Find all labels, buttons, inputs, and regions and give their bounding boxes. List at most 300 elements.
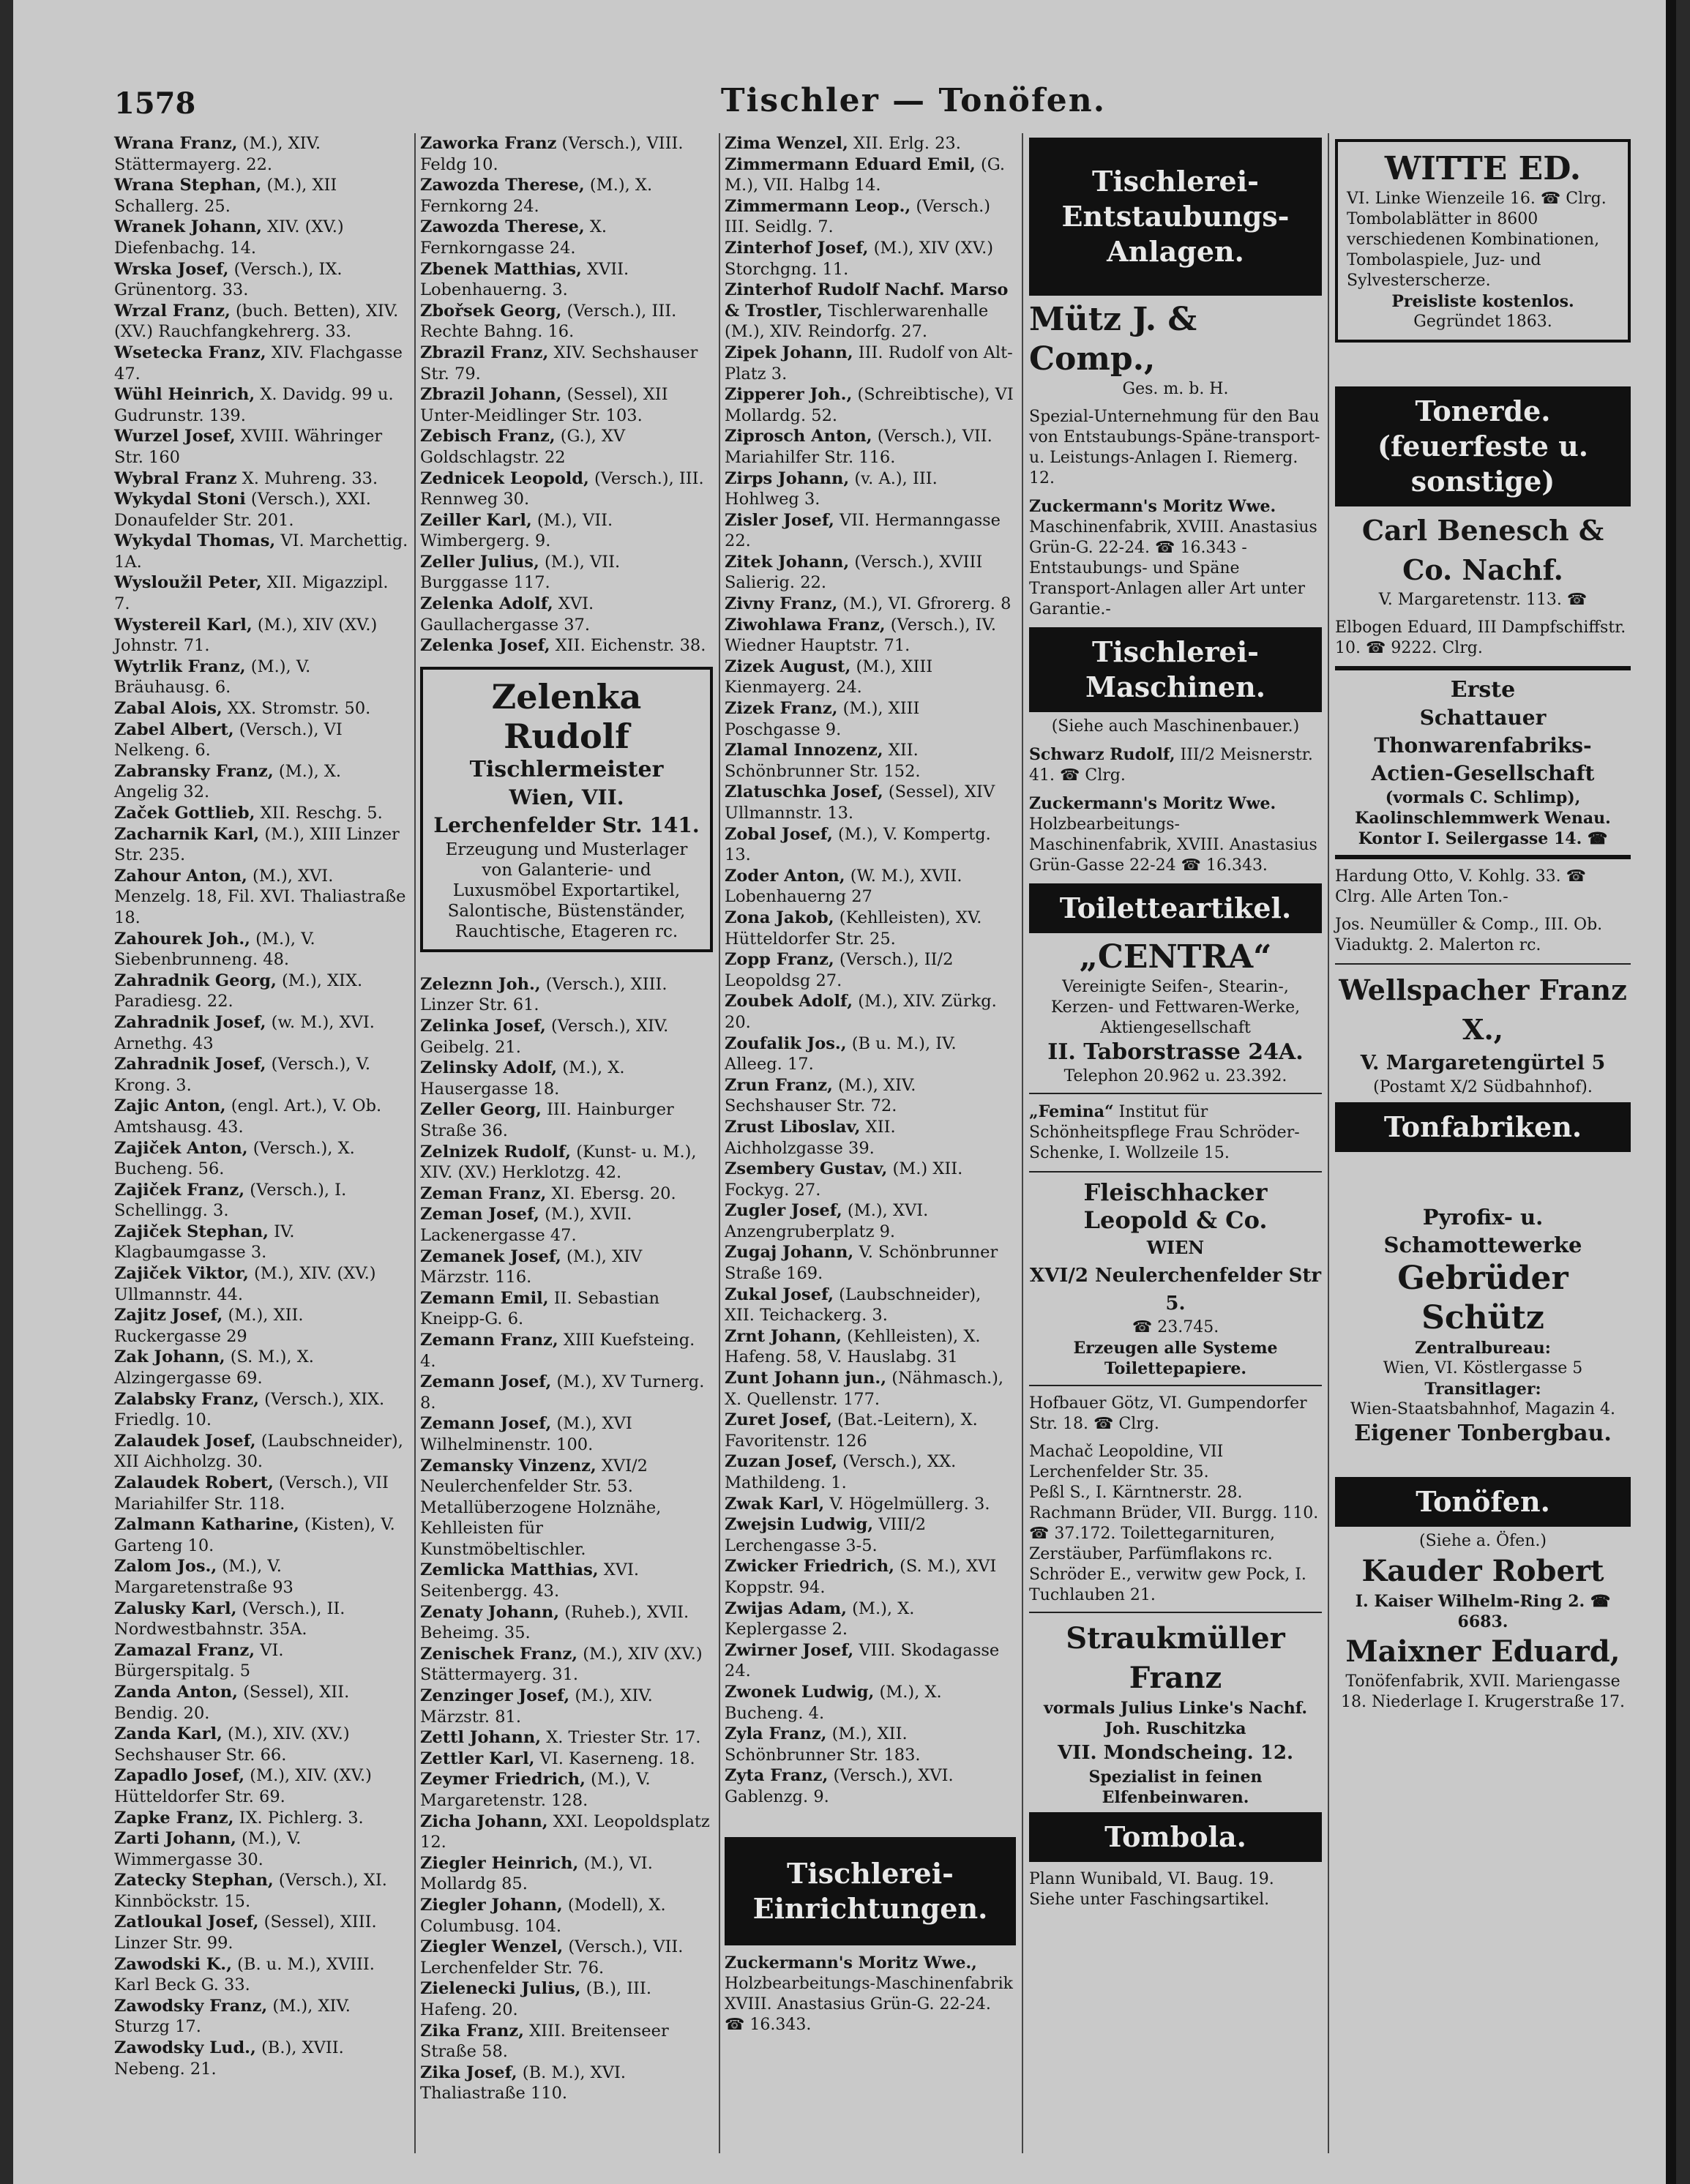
directory-entry bbox=[420, 1456, 713, 1560]
entry-name: Zalaudek Robert, bbox=[114, 1473, 274, 1492]
entry-address: (M.), V. Wimmergasse 30. bbox=[114, 1829, 302, 1869]
entry-address: (W. M.), XVII. Lobenhauerng 27 bbox=[725, 866, 962, 907]
ad-maixner-text: Tonöfenfabrik, XVII. Mariengasse 18. Niederlage I. Krugerstraße 17. bbox=[1340, 1672, 1626, 1711]
ad-witte bbox=[1335, 139, 1631, 343]
directory-entry bbox=[114, 1012, 408, 1054]
entry-address: (M.), X. Bucheng. 4. bbox=[725, 1682, 942, 1723]
directory-entry bbox=[114, 698, 408, 719]
entry-name: Zivny Franz, bbox=[725, 594, 838, 614]
directory-entry bbox=[114, 719, 408, 761]
ad-pyrofix-tl2: Wien-Staatsbahnhof, Magazin 4. bbox=[1350, 1400, 1616, 1418]
divider bbox=[1335, 963, 1631, 965]
ad-pyrofix-addr: Wien, VI. Köstlergasse 5 bbox=[1383, 1359, 1583, 1377]
entry-name: Zawodski K., bbox=[114, 1954, 232, 1974]
ad-name: Zuckermann's Moritz Wwe. bbox=[1029, 794, 1276, 813]
entry-address: (M.), V. Kompertg. 13. bbox=[725, 824, 991, 865]
entry-address: XII. Aichholzgasse 39. bbox=[725, 1117, 896, 1158]
directory-entry bbox=[114, 259, 408, 301]
directory-entry bbox=[420, 1937, 713, 1978]
ad-wellspacher-name: Wellspacher Franz X., bbox=[1339, 973, 1627, 1046]
directory-entry bbox=[420, 1811, 713, 1853]
entry-address: XIII. Breitenseer Straße 58. bbox=[420, 2021, 669, 2062]
entry-name: Zapadlo Josef, bbox=[114, 1766, 245, 1786]
entry-address: X. Muhreng. 33. bbox=[242, 468, 378, 488]
entry-address: (M.), XIV. Stättermayerg. 22. bbox=[114, 134, 321, 174]
entry-name: Wybral Franz bbox=[114, 468, 237, 488]
ad-pyrofix-tl: Transitlager: bbox=[1424, 1380, 1541, 1399]
directory-entry bbox=[725, 949, 1016, 991]
entry-address: (Kehlleisten), XV. Hütteldorfer Str. 25. bbox=[725, 908, 982, 949]
entry-address: (M.), XIV. Sturzg 17. bbox=[114, 1996, 351, 2037]
entry-name: Zizek Franz, bbox=[725, 699, 838, 719]
entry-address: (Versch.), II/2 Leopoldsg 27. bbox=[725, 950, 954, 990]
entry-name: Zwirner Josef, bbox=[725, 1640, 854, 1660]
entry-name: Wrana Stephan, bbox=[114, 176, 262, 195]
entry-name: Zlamal Innozenz, bbox=[725, 741, 883, 760]
directory-entry bbox=[725, 698, 1016, 740]
entry-name: Wsetecka Franz, bbox=[114, 343, 266, 362]
ad-kauder-text: I. Kaiser Wilhelm-Ring 2. ☎ 6683. bbox=[1355, 1592, 1611, 1631]
directory-entry bbox=[725, 615, 1016, 657]
ad-name: „Femina“ bbox=[1029, 1102, 1114, 1121]
directory-entry bbox=[114, 1138, 408, 1180]
entry-name: Zbrazil Johann, bbox=[420, 385, 562, 405]
entry-name: Zednicek Leopold, bbox=[420, 468, 589, 488]
directory-entry bbox=[114, 1870, 408, 1912]
entry-name: Zwonek Ludwig, bbox=[725, 1682, 875, 1702]
section-box-entstaubung: Tischlerei-Entstaubungs-Anlagen. bbox=[1029, 138, 1322, 296]
entry-name: Zoder Anton, bbox=[725, 866, 845, 886]
entry-address: (M.), XIV (XV.) Stättermayerg. 31. bbox=[420, 1644, 703, 1685]
entry-address: (M.), VII. Burggasse 117. bbox=[420, 552, 621, 593]
entry-name: Zeiller Karl, bbox=[420, 510, 532, 530]
entry-name: Wystereil Karl, bbox=[114, 615, 253, 635]
entry-name: Zugaj Johann, bbox=[725, 1243, 854, 1263]
ad-pyrofix-name: Pyrofix- u. Schamottewerke bbox=[1383, 1205, 1582, 1257]
directory-entry bbox=[725, 594, 1016, 615]
directory-entry bbox=[114, 1556, 408, 1598]
ad-wellspacher-sub: (Postamt X/2 Südbahnhof). bbox=[1373, 1078, 1593, 1096]
entry-name: Zeller Julius, bbox=[420, 552, 539, 572]
entry-address: (Versch.), V. Krong. 3. bbox=[114, 1055, 371, 1095]
column-1 bbox=[114, 133, 408, 2079]
directory-entry bbox=[114, 824, 408, 866]
column-rule bbox=[414, 133, 416, 2153]
directory-entry bbox=[420, 594, 713, 635]
entry-address: (Versch.), X. Bucheng. 56. bbox=[114, 1138, 355, 1179]
directory-entry bbox=[420, 974, 713, 1016]
entry-address: (Versch.), VI Nelkeng. 6. bbox=[114, 719, 343, 760]
entry-name: Zeman Franz, bbox=[420, 1183, 547, 1203]
entry-name: Zawozda Therese, bbox=[420, 176, 585, 195]
entry-name: Wrana Franz, bbox=[114, 134, 238, 153]
entry-address: (Laubschneider), XII Aichholzg. 30. bbox=[114, 1431, 403, 1472]
entry-name: Zelinsky Adolf, bbox=[420, 1058, 558, 1078]
entry-name: Zrun Franz, bbox=[725, 1075, 833, 1095]
entry-address: VIII/2 Lerchengasse 3-5. bbox=[725, 1515, 927, 1555]
directory-entry bbox=[725, 782, 1016, 823]
entry-address: XIV. (XV.) Diefenbachg. 14. bbox=[114, 217, 344, 258]
entry-address: XVI/2 Neulerchenfelder Str. 53. Metallüberzogene Holznähe, Kehlleisten für Kunstmöbeltischler. bbox=[420, 1456, 662, 1559]
directory-entry bbox=[725, 426, 1016, 468]
entry-name: Zona Jakob, bbox=[725, 908, 834, 927]
directory-entry bbox=[420, 133, 713, 175]
entry-name: Zaworka Franz bbox=[420, 134, 557, 153]
entry-address: Tischlerwarenhalle (M.), XIV. Reindorfg. 27. bbox=[725, 301, 989, 342]
entry-address: III. Rudolf von Alt-Platz 3. bbox=[725, 343, 1013, 384]
directory-entry bbox=[725, 238, 1016, 280]
entry-address: VI. Bürgerspitalg. 5 bbox=[114, 1640, 284, 1681]
directory-entry bbox=[725, 1514, 1016, 1556]
ad-femina bbox=[1029, 1102, 1322, 1164]
entry-name: Začek Gottlieb, bbox=[114, 804, 255, 823]
entry-name: Zelenka Josef, bbox=[420, 636, 550, 656]
entry-address: (v. A.), III. Hohlweg 3. bbox=[725, 468, 938, 509]
entry-address: (Nähmasch.), X. Quellenstr. 177. bbox=[725, 1369, 1004, 1409]
entry-name: Zlatuschka Josef, bbox=[725, 782, 883, 802]
ad-fleischhacker-city: WIEN bbox=[1146, 1237, 1205, 1258]
entry-address: (M.), XII. Schönbrunner Str. 183. bbox=[725, 1724, 921, 1765]
directory-entry bbox=[420, 1769, 713, 1811]
entry-address: (Versch.), XVI. Gablenzg. 9. bbox=[725, 1766, 954, 1806]
entry-address: (Versch.), IV. Wiedner Hauptstr. 71. bbox=[725, 615, 997, 656]
directory-entry bbox=[725, 1326, 1016, 1368]
entry-address: V. Schönbrunner Straße 169. bbox=[725, 1243, 998, 1284]
entry-name: Wurzel Josef, bbox=[114, 427, 236, 446]
ad-centra-name: „CENTRA“ bbox=[1079, 938, 1272, 976]
ad-muetz-name: Mütz J. & Comp., bbox=[1029, 301, 1197, 378]
entry-address: (M.), VI. Gfrorerg. 8 bbox=[842, 594, 1012, 614]
entry-address: (M.), XVI. Anzengruberplatz 9. bbox=[725, 1201, 929, 1241]
entry-address: (Versch.), XVIII Salierig. 22. bbox=[725, 552, 983, 593]
entry-name: Zemann Josef, bbox=[420, 1414, 552, 1434]
directory-entry bbox=[420, 1686, 713, 1727]
entry-name: Ziegler Johann, bbox=[420, 1895, 563, 1915]
directory-entry bbox=[420, 426, 713, 468]
directory-entry bbox=[114, 1598, 408, 1640]
column-rule bbox=[1328, 133, 1329, 2153]
entry-address: (M.), XII. Ruckergasse 29 bbox=[114, 1306, 304, 1346]
entry-name: Zajiček Stephan, bbox=[114, 1222, 269, 1241]
directory-entry bbox=[725, 908, 1016, 949]
directory-entry bbox=[420, 552, 713, 594]
entry-address: (B.), XVII. Nebeng. 21. bbox=[114, 2038, 344, 2079]
entry-address: (M.), XVII. Lackenergasse 47. bbox=[420, 1205, 632, 1245]
entry-address: (M.), XIV. Märzstr. 81. bbox=[420, 1686, 653, 1727]
entry-name: Zrust Liboslav, bbox=[725, 1117, 861, 1137]
scan-edge bbox=[1666, 0, 1676, 2184]
directory-entry bbox=[114, 426, 408, 468]
entry-name: Zoubek Adolf, bbox=[725, 992, 853, 1011]
entry-name: Zeller Georg, bbox=[420, 1100, 542, 1120]
entry-name: Wrska Josef, bbox=[114, 259, 229, 279]
entry-name: Zemanek Josef, bbox=[420, 1246, 561, 1266]
directory-entry bbox=[420, 1288, 713, 1330]
directory-entry bbox=[114, 468, 408, 490]
directory-entry bbox=[114, 1724, 408, 1765]
entry-address: (G.), XV Goldschlagstr. 22 bbox=[420, 427, 626, 467]
entry-address: (M.), V. Bräuhausg. 6. bbox=[114, 657, 311, 698]
column-rule bbox=[719, 133, 720, 2153]
entry-address: (S. M.), XVI Koppstr. 94. bbox=[725, 1557, 997, 1597]
entry-name: Wühl Heinrich, bbox=[114, 385, 255, 405]
directory-entry bbox=[725, 1765, 1016, 1807]
directory-entry bbox=[420, 1016, 713, 1058]
entry-name: Zajiček Viktor, bbox=[114, 1264, 249, 1284]
directory-entry bbox=[725, 1451, 1016, 1493]
ad-straukmueller-name: Straukmüller Franz bbox=[1066, 1621, 1285, 1695]
entry-name: Zirps Johann, bbox=[725, 468, 850, 488]
directory-entry bbox=[725, 1556, 1016, 1598]
entry-name: Zimmermann Leop., bbox=[725, 196, 911, 216]
entry-name: Zanda Karl, bbox=[114, 1724, 223, 1744]
entry-address: (Versch.), XXI. Donaufelder Str. 201. bbox=[114, 490, 371, 530]
entry-name: Zalom Jos., bbox=[114, 1557, 217, 1577]
directory-entry bbox=[114, 1682, 408, 1724]
entry-address: (Kisten), V. Garteng 10. bbox=[114, 1515, 395, 1555]
directory-entry bbox=[725, 280, 1016, 343]
directory-entry bbox=[114, 1828, 408, 1870]
directory-entry bbox=[725, 824, 1016, 866]
entry-name: Zabal Alois, bbox=[114, 699, 223, 719]
ad-centra-tel: Telephon 20.962 u. 23.392. bbox=[1063, 1067, 1287, 1085]
ad-schattauer-name: Schattauer Thonwarenfabriks-Actien-Gesellschaft bbox=[1371, 706, 1595, 785]
page-header: Tischler — Tonöfen. bbox=[720, 82, 1107, 119]
ad-pyrofix-name2: Gebrüder Schütz bbox=[1397, 1260, 1569, 1336]
directory-entry bbox=[725, 1200, 1016, 1242]
directory-entry bbox=[725, 1033, 1016, 1075]
directory-entry bbox=[725, 1682, 1016, 1724]
ad-name: WITTE ED. bbox=[1384, 150, 1582, 187]
entry-name: Zalusky Karl, bbox=[114, 1598, 237, 1618]
entry-address: (M.), X. Fernkorng 24. bbox=[420, 176, 653, 216]
entry-address: (M.), XIX. Paradiesg. 22. bbox=[114, 971, 363, 1011]
directory-entry bbox=[114, 971, 408, 1012]
entry-address: XII. Erlg. 23. bbox=[853, 134, 961, 153]
entry-name: Zuzan Josef, bbox=[725, 1452, 837, 1472]
directory-entry bbox=[420, 384, 713, 426]
entry-address: (Versch.), III. Rennweg 30. bbox=[420, 468, 704, 509]
entry-address: II. Sebastian Kneipp-G. 6. bbox=[420, 1288, 660, 1329]
entry-address: (Versch.), XX. Mathildeng. 1. bbox=[725, 1452, 957, 1492]
directory-entry bbox=[420, 2021, 713, 2063]
entry-address: IV. Klagbaumgasse 3. bbox=[114, 1222, 295, 1263]
entry-address: III. Hainburger Straße 36. bbox=[420, 1100, 674, 1140]
entry-address: (M.), XIII Kienmayerg. 24. bbox=[725, 657, 933, 698]
directory-entry bbox=[420, 1895, 713, 1937]
directory-entry bbox=[114, 1389, 408, 1431]
directory-entry bbox=[114, 384, 408, 426]
directory-entry bbox=[420, 1560, 713, 1601]
directory-entry bbox=[114, 1263, 408, 1305]
entry-address: (Bat.-Leitern), X. Favoritenstr. 126 bbox=[725, 1410, 978, 1451]
entry-address: X. Triester Str. 17. bbox=[546, 1728, 701, 1748]
directory-entry bbox=[420, 1330, 713, 1372]
entry-name: Wrzal Franz, bbox=[114, 301, 231, 321]
directory-entry bbox=[420, 510, 713, 552]
entry-address: (Versch.), VII Mariahilfer Str. 118. bbox=[114, 1473, 389, 1514]
entry-address: X. Fernkorngasse 24. bbox=[420, 217, 607, 258]
entry-address: VI. Kaserneng. 18. bbox=[539, 1749, 695, 1768]
entry-address: XIII Kuefsteing. 4. bbox=[420, 1330, 695, 1371]
directory-entry bbox=[114, 1996, 408, 2038]
ad-muetz-sub: Ges. m. b. H. bbox=[1122, 380, 1229, 398]
section-box-tonerde: Tonerde. (feuerfeste u. sonstige) bbox=[1335, 386, 1631, 506]
directory-entry bbox=[114, 572, 408, 614]
directory-entry bbox=[114, 489, 408, 531]
ad-centra-addr: II. Taborstrasse 24A. bbox=[1047, 1039, 1304, 1065]
entry-address: (M.), XIV Märzstr. 116. bbox=[420, 1246, 643, 1287]
entry-elbogen: Elbogen Eduard, III Dampfschiffstr. 10. ☎ 9222. Clrg. bbox=[1335, 618, 1626, 657]
ad-text: Institut für Schönheitspflege Frau Schröder-Schenke, I. Wollzeile 15. bbox=[1029, 1103, 1300, 1162]
directory-entry bbox=[725, 991, 1016, 1033]
entry-name: Zika Josef, bbox=[420, 2063, 517, 2082]
entry-name: Zajiček Franz, bbox=[114, 1180, 245, 1200]
entry-address: (M.), X. Hausergasse 18. bbox=[420, 1058, 625, 1099]
entry-name: Zawozda Therese, bbox=[420, 217, 585, 237]
entry-schroeder: Schröder E., verwitw gew Pock, I. Tuchlauben 21. bbox=[1029, 1566, 1306, 1604]
ad-zuckermann-1 bbox=[1029, 496, 1322, 620]
ad-straukmueller-sub: vormals Julius Linke's Nachf. Joh. Ruschitzka bbox=[1043, 1699, 1308, 1738]
directory-entry bbox=[725, 1075, 1016, 1117]
entry-name: Zabransky Franz, bbox=[114, 761, 274, 781]
ad-zelenka-rudolf bbox=[420, 667, 713, 952]
directory-entry bbox=[420, 2063, 713, 2104]
entry-address: (buch. Betten), XIV. (XV.) Rauchfangkehrerg. 33. bbox=[114, 301, 399, 342]
directory-entry bbox=[725, 343, 1016, 384]
directory-entry bbox=[114, 803, 408, 824]
directory-entry bbox=[725, 468, 1016, 510]
directory-entry bbox=[420, 1727, 713, 1749]
entry-address: (M.), XV Turnerg. 8. bbox=[420, 1372, 705, 1413]
entry-name: Zielenecki Julius, bbox=[420, 1979, 581, 1999]
ad-gegr: Gegründet 1863. bbox=[1413, 313, 1552, 331]
entry-name: Wytrlik Franz, bbox=[114, 657, 246, 676]
directory-entry bbox=[114, 531, 408, 572]
directory-entry bbox=[114, 1431, 408, 1473]
entry-address: (engl. Art.), V. Ob. Amtshausg. 43. bbox=[114, 1096, 382, 1137]
entry-name: Zyla Franz, bbox=[725, 1724, 827, 1744]
directory-entry bbox=[420, 1413, 713, 1455]
directory-entry bbox=[114, 657, 408, 698]
directory-entry bbox=[725, 1368, 1016, 1410]
directory-entry bbox=[420, 1204, 713, 1246]
entry-address: (M.), XII Schallerg. 25. bbox=[114, 176, 337, 216]
directory-entry bbox=[420, 1058, 713, 1099]
directory-entry bbox=[114, 343, 408, 384]
divider bbox=[1335, 855, 1631, 859]
entry-address: XVIII. Währinger Str. 160 bbox=[114, 427, 383, 467]
entry-name: Wranek Johann, bbox=[114, 217, 262, 237]
ad-fleischhacker-name: Fleischhacker Leopold & Co. bbox=[1083, 1178, 1268, 1234]
ad-name: Zuckermann's Moritz Wwe., bbox=[725, 1953, 977, 1972]
entry-machac: Machač Leopoldine, VII Lerchenfelder Str. 35. bbox=[1029, 1443, 1224, 1481]
entry-address: (M.), XIV. (XV.) Ullmannstr. 44. bbox=[114, 1264, 376, 1304]
directory-entry bbox=[725, 510, 1016, 552]
entry-address: (Versch.), II. Nordwestbahnstr. 35A. bbox=[114, 1598, 345, 1639]
directory-entry bbox=[114, 1808, 408, 1829]
entry-address: (Versch.), I. Schellingg. 3. bbox=[114, 1180, 347, 1221]
entry-address: (Sessel), XIV Ullmannstr. 13. bbox=[725, 782, 995, 823]
ad-straukmueller-text: Spezialist in feinen Elfenbeinwaren. bbox=[1088, 1768, 1263, 1807]
entry-address: (Kehlleisten), X. Hafeng. 58, V. Hauslabg. 31 bbox=[725, 1326, 981, 1367]
entry-name: Ziegler Heinrich, bbox=[420, 1853, 579, 1873]
entry-name: Zawodsky Franz, bbox=[114, 1996, 268, 2016]
directory-entry bbox=[725, 740, 1016, 782]
entry-name: Wysloužil Peter, bbox=[114, 573, 262, 593]
column-2 bbox=[420, 133, 713, 2104]
directory-entry bbox=[725, 552, 1016, 594]
entry-address: XII. Migazzipl. 7. bbox=[114, 573, 389, 614]
entry-name: Zizek August, bbox=[725, 657, 851, 676]
entry-name: Zbrazil Franz, bbox=[420, 343, 549, 362]
entry-address: (Kunst- u. M.), XIV. (XV.) Herklotzg. 42. bbox=[420, 1142, 697, 1183]
directory-entry bbox=[725, 1598, 1016, 1640]
column-3 bbox=[725, 133, 1016, 2043]
ad-text: VI. Linke Wienzeile 16. ☎ Clrg. Tombolablätter in 8600 verschiedenen Kombinationen, Tombolaspiele, Juz- und Sylvesterscherze. bbox=[1347, 190, 1607, 290]
divider bbox=[1029, 1385, 1322, 1386]
entry-neumueller: Jos. Neumüller & Comp., III. Ob. Viaduktg. 2. Malerton rc. bbox=[1335, 916, 1603, 954]
ad-muetz-text: Spezial-Unternehmung für den Bau von Entstaubungs-Späne-transport- u. Leistungs-Anlagen I. Riemerg. 12. bbox=[1029, 408, 1320, 487]
entry-address: (Schreibtische), VI Mollardg. 52. bbox=[725, 385, 1014, 425]
entry-name: Zelnizek Rudolf, bbox=[420, 1142, 572, 1162]
entry-name: Ziegler Wenzel, bbox=[420, 1937, 564, 1957]
entry-name: Zenischek Franz, bbox=[420, 1644, 578, 1664]
entry-name: Zoufalik Jos., bbox=[725, 1033, 847, 1053]
directory-entry bbox=[114, 217, 408, 258]
entry-name: Zalmann Katharine, bbox=[114, 1515, 299, 1535]
directory-entry bbox=[114, 1096, 408, 1137]
entry-address: XII. Eichenstr. 38. bbox=[555, 636, 706, 656]
entry-address: (M.), XIII Poschgasse 9. bbox=[725, 699, 920, 739]
entry-address: (M.), X. Angelig 32. bbox=[114, 761, 342, 802]
entry-name: Zopp Franz, bbox=[725, 950, 834, 970]
entry-name: Zak Johann, bbox=[114, 1347, 225, 1367]
directory-entry bbox=[420, 1749, 713, 1770]
entry-name: Zeymer Friedrich, bbox=[420, 1770, 586, 1790]
entry-name: Zemann Franz, bbox=[420, 1330, 558, 1350]
entry-name: Zajic Anton, bbox=[114, 1096, 226, 1116]
entry-address: (Sessel), XIII. Linzer Str. 99. bbox=[114, 1912, 377, 1953]
entry-address: (Laubschneider), XII. Teichackerg. 3. bbox=[725, 1284, 982, 1325]
divider bbox=[1029, 1612, 1322, 1613]
ad-text: Erzeugung und Musterlager von Galanterie- und Luxusmöbel Exportartikel, Salontische, Büstenständer, Rauchtische, Etageren rc. bbox=[445, 839, 688, 941]
ad-kauder-name: Kauder Robert bbox=[1361, 1554, 1604, 1588]
entry-name: Zsembery Gustav, bbox=[725, 1159, 888, 1179]
section-box-maschinen: Tischlerei-Maschinen. bbox=[1029, 627, 1322, 712]
directory-entry bbox=[725, 1159, 1016, 1200]
directory-entry bbox=[114, 1912, 408, 1953]
entry-name: Zatloukal Josef, bbox=[114, 1912, 259, 1932]
column-4 bbox=[1029, 133, 1322, 1918]
entry-address: (Versch.), III. Rechte Bahng. 16. bbox=[420, 301, 677, 342]
entry-name: Zemlicka Matthias, bbox=[420, 1560, 599, 1580]
see-also: (Siehe a. Öfen.) bbox=[1419, 1532, 1547, 1550]
ad-fleischhacker-text: Erzeugen alle Systeme Toilettepapiere. bbox=[1073, 1339, 1278, 1378]
entry-address: (M.), XIV. (XV.) Hütteldorfer Str. 69. bbox=[114, 1766, 372, 1806]
entry-name: Zyta Franz, bbox=[725, 1766, 829, 1786]
entry-hardung: Hardung Otto, V. Kohlg. 33. ☎ Clrg. Alle Arten Ton.- bbox=[1335, 867, 1587, 906]
see-also: (Siehe auch Maschinenbauer.) bbox=[1051, 717, 1300, 736]
entry-address: XVI. Seitenbergg. 43. bbox=[420, 1560, 640, 1601]
entry-address: (Versch.) III. Seidlg. 7. bbox=[725, 196, 991, 237]
entry-address: XXI. Leopoldsplatz 12. bbox=[420, 1811, 710, 1852]
directory-entry bbox=[420, 1246, 713, 1288]
entry-name: Zelenka Adolf, bbox=[420, 594, 553, 614]
section-box-tombola: Tombola. bbox=[1029, 1812, 1322, 1862]
entry-name: Zima Wenzel, bbox=[725, 134, 848, 153]
entry-pessl: Peßl S., I. Kärntnerstr. 28. bbox=[1029, 1484, 1243, 1502]
